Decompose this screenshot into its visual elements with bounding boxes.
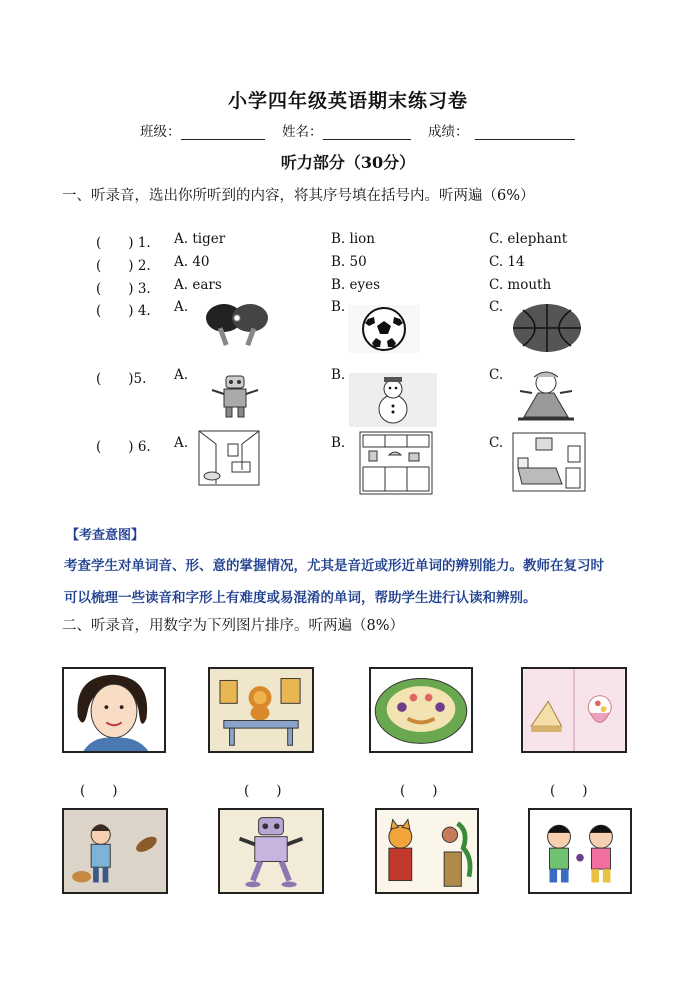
dancing-robot-picture [218,808,324,894]
name-label: 姓名： [282,124,323,140]
answer-paren[interactable]: ( ) 3. [96,281,151,297]
option-c: C. elephant [489,231,568,247]
ping-pong-icon [204,302,270,352]
section-title: 听力部分（30分） [280,153,416,172]
snowman-icon [349,373,437,427]
answer-paren[interactable]: ( ) 6. [96,439,151,455]
robot-icon [204,372,266,420]
class-label: 班级： [140,124,181,140]
option-c: C. [489,367,504,383]
soccer-ball-icon [348,305,420,353]
option-a: A. 40 [174,254,210,270]
option-b: B. [331,435,346,451]
option-b: B. eyes [331,277,381,293]
score-label: 成绩： [428,124,469,140]
option-c: C. 14 [489,254,525,270]
name-field [282,120,411,140]
part1-heading: 一、听录音，选出你所听到的内容，将其序号填在括号内。听两遍（6%） [62,188,535,204]
woman-face-picture [62,667,166,753]
option-a: A. [174,435,189,451]
kitchen-icon [359,431,433,495]
score-blank[interactable] [475,125,575,140]
class-blank[interactable] [181,125,265,140]
option-b: B. [331,367,346,383]
bedroom-icon [512,432,586,492]
option-b: B. [331,299,346,315]
lion-on-table-picture [208,667,314,753]
name-blank[interactable] [323,125,411,140]
class-field [140,120,265,140]
option-b: B. 50 [331,254,367,270]
order-blank-3[interactable]: ( ) [400,783,438,799]
answer-paren[interactable]: ( )5. [96,371,147,387]
part2-heading: 二、听录音，用数字为下列图片排序。听两遍（8%） [62,618,405,634]
option-c: C. [489,435,504,451]
boy-and-dog-picture [62,808,168,894]
intent-line-2: 可以梳理一些读音和字形上有难度或易混淆的单词，帮助学生进行认读和辨别。 [64,590,537,606]
two-children-picture [528,808,632,894]
order-blank-4[interactable]: ( ) [550,783,588,799]
order-blank-2[interactable]: ( ) [244,783,282,799]
option-a: A. ears [174,277,222,293]
food-plate-picture [369,667,473,753]
option-c: C. mouth [489,277,552,293]
answer-paren[interactable]: ( ) 1. [96,235,151,251]
answer-paren[interactable]: ( ) 2. [96,258,151,274]
option-a: A. [174,367,189,383]
page-title: 小学四年级英语期末练习卷 [227,90,468,112]
order-blank-1[interactable]: ( ) [80,783,118,799]
option-a: A. [174,299,189,315]
score-field [428,120,575,140]
cat-and-mouse-picture [375,808,479,894]
option-c: C. [489,299,504,315]
answer-paren[interactable]: ( ) 4. [96,303,151,319]
option-b: B. lion [331,231,375,247]
intent-label: 【考查意图】 [66,528,145,543]
basketball-icon [511,302,583,354]
intent-line-1: 考查学生对单词音、形、意的掌握情况，尤其是音近或形近单词的辨别能力。教师在复习时 [64,558,604,574]
cake-and-ice-cream-picture [521,667,627,753]
doll-icon [508,369,586,425]
bathroom-icon [198,430,260,486]
option-a: A. tiger [174,231,226,247]
